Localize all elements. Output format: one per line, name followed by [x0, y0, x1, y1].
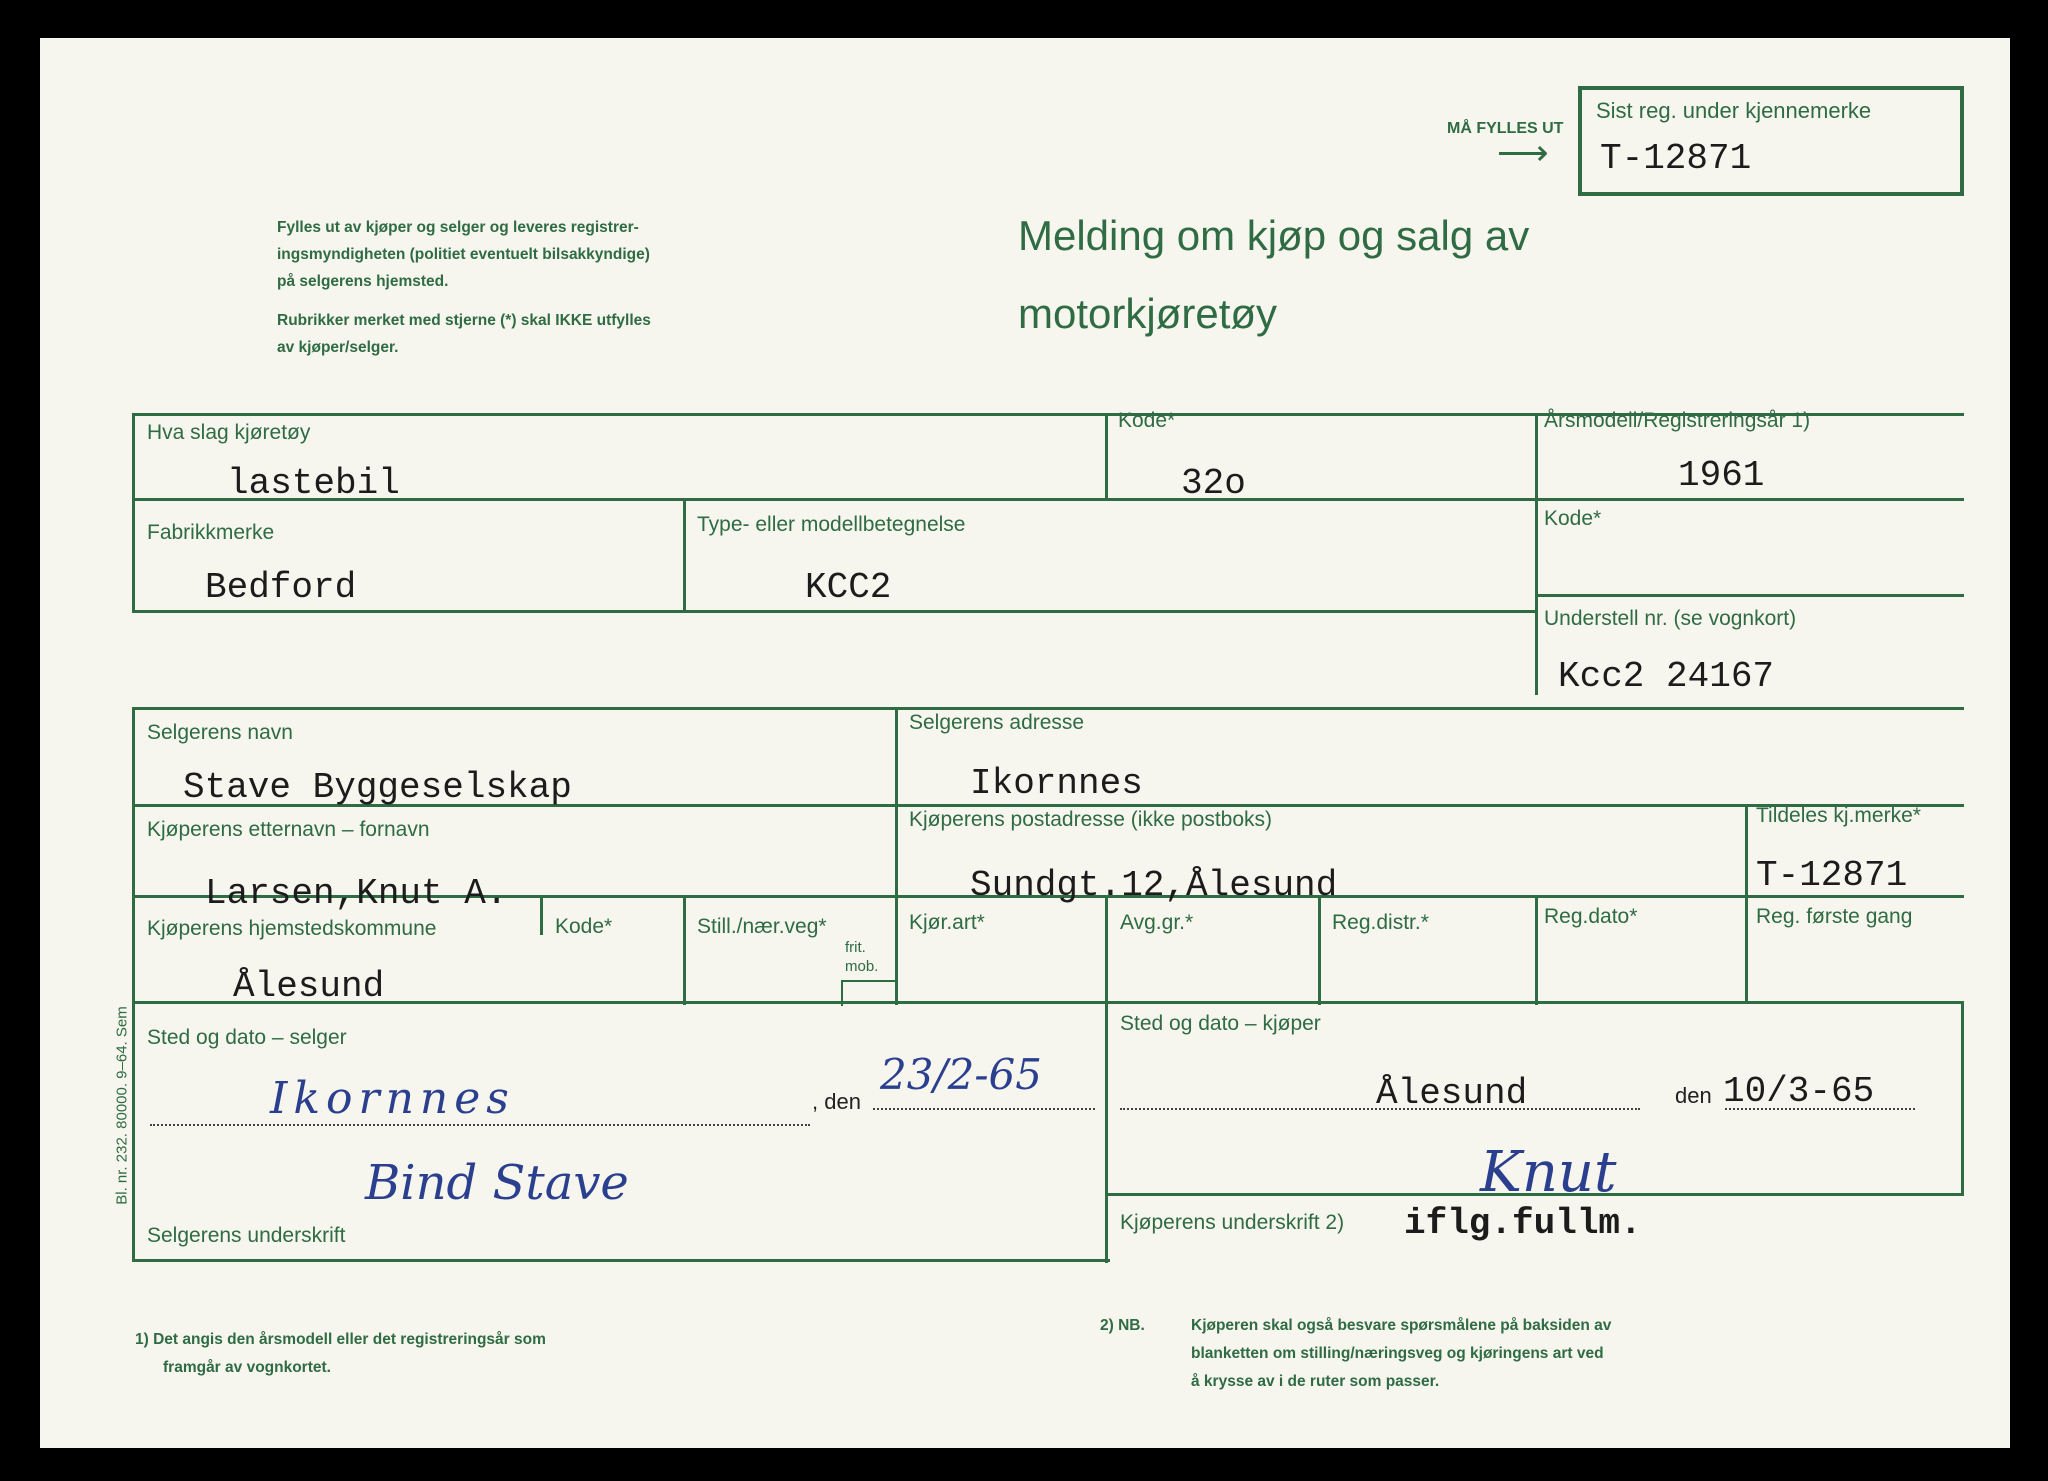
buyer-postal-label: Kjøperens postadresse (ikke postboks): [909, 808, 1272, 831]
seller-date-line: [873, 1108, 1095, 1110]
seller-place-handwritten: Ikornnes: [270, 1073, 515, 1124]
make-label: Fabrikkmerke: [147, 521, 275, 544]
drive-type-label: Kjør.art*: [909, 911, 985, 934]
footnote-2-line-1: Kjøperen skal også besvare spørsmålene på baksiden av: [1191, 1317, 1612, 1334]
seller-name-value: Stave Byggeselskap: [183, 767, 572, 808]
year-label: Årsmodell/Registreringsår 1): [1544, 409, 1811, 432]
code-value: 32o: [1181, 463, 1246, 504]
intro-line-1: Fylles ut av kjøper og selger og leveres registrer-: [277, 219, 639, 236]
footnote-2-line-2: blanketten om stilling/næringsveg og kjøringens art ved: [1191, 1345, 1604, 1362]
buyer-signature-right: [1961, 1001, 1964, 1196]
vehicle-type-value: lastebil: [227, 463, 400, 504]
last-reg-label: Sist reg. under kjennemerke: [1596, 98, 1872, 123]
regdistr-divider: [1318, 895, 1321, 1005]
seller-address-value: Ikornnes: [970, 763, 1143, 804]
buyer-bottom-border: [132, 1001, 1964, 1004]
vehicle-left-border: [132, 413, 135, 613]
year-value: 1961: [1678, 455, 1765, 496]
must-fill-out: MÅ FYLLES UT: [1447, 120, 1564, 137]
occupation-divider: [683, 895, 686, 1005]
buyer-place-value: Ålesund: [1376, 1073, 1528, 1114]
buyer-date-value: 10/3-65: [1723, 1071, 1875, 1112]
seller-place-line: [150, 1124, 810, 1126]
regdate-divider: [1535, 895, 1538, 1005]
buyer-name-label: Kjøperens etternavn – fornavn: [147, 818, 430, 841]
buyer-code-label: Kode*: [555, 915, 613, 938]
seller-signature: Bind Stave: [365, 1155, 629, 1211]
footnote-1-line-2: framgår av vognkortet.: [163, 1359, 331, 1376]
frit-label: frit.: [845, 939, 866, 956]
plate-divider: [1745, 804, 1748, 1004]
municipality-code-divider: [540, 895, 543, 935]
buyer-signature-label: Kjøperens underskrift 2): [1120, 1211, 1345, 1234]
frit-mob-box: [841, 980, 897, 1006]
occupation-label: Still./nær.veg*: [697, 915, 827, 938]
seller-left-border: [132, 707, 135, 1262]
plate-value: T-12871: [1756, 855, 1908, 896]
code-divider: [1105, 413, 1108, 499]
signature-divider: [1105, 1001, 1108, 1263]
address-divider: [895, 707, 898, 1005]
vehicle-type-label: Hva slag kjøretøy: [147, 421, 311, 444]
seller-name-label: Selgerens navn: [147, 721, 293, 744]
buyer-name-value: Larsen,Knut A.: [205, 873, 508, 914]
seller-signature-label: Selgerens underskrift: [147, 1224, 346, 1247]
vehicle-row-divider: [132, 498, 1964, 501]
reg-date-label: Reg.dato*: [1544, 905, 1638, 928]
fee-divider: [1105, 895, 1108, 1005]
model-value: KCC2: [805, 567, 892, 608]
seller-address-label: Selgerens adresse: [909, 711, 1085, 734]
chassis-label: Understell nr. (se vognkort): [1544, 607, 1797, 630]
last-reg-box: [1578, 86, 1964, 196]
make-value: Bedford: [205, 567, 357, 608]
buyer-place-date-label: Sted og dato – kjøper: [1120, 1012, 1321, 1035]
footnote-2-prefix: 2) NB.: [1100, 1317, 1145, 1334]
first-reg-label: Reg. første gang: [1756, 905, 1913, 928]
last-reg-value: T-12871: [1600, 138, 1752, 179]
seller-den-label: , den: [812, 1089, 861, 1114]
chassis-value: Kcc2 24167: [1558, 656, 1775, 697]
intro-line-5: av kjøper/selger.: [277, 339, 399, 356]
plate-label: Tildeles kj.merke*: [1756, 804, 1921, 827]
code-label: Kode*: [1118, 409, 1176, 432]
year-divider: [1535, 413, 1538, 695]
seller-place-date-label: Sted og dato – selger: [147, 1026, 347, 1049]
mob-label: mob.: [845, 958, 879, 975]
municipality-value: Ålesund: [233, 966, 385, 1007]
vehicle-bottom-border: [132, 610, 1538, 613]
form-title-line-2: motorkjøretøy: [1018, 290, 1278, 337]
fee-group-label: Avg.gr.*: [1120, 911, 1194, 934]
buyer-den-label: den: [1675, 1083, 1712, 1108]
arrow-right-icon: ⟶: [1497, 132, 1549, 173]
buyer-place-line: [1120, 1108, 1640, 1110]
municipality-label: Kjøperens hjemstedskommune: [147, 917, 437, 940]
footnote-2-line-3: å krysse av i de ruter som passer.: [1191, 1373, 1440, 1390]
intro-line-4: Rubrikker merket med stjerne (*) skal IKKE utfylles: [277, 312, 651, 329]
model-label: Type- eller modellbetegnelse: [697, 513, 966, 536]
code2-label: Kode*: [1544, 507, 1602, 530]
intro-line-3: på selgerens hjemsted.: [277, 273, 449, 290]
buyer-signature-note: iflg.fullm.: [1404, 1203, 1642, 1244]
chassis-top-border: [1536, 594, 1964, 597]
reg-district-label: Reg.distr.*: [1332, 911, 1429, 934]
buyer-signature: Knut: [1480, 1140, 1617, 1205]
form-title-line-1: Melding om kjøp og salg av: [1018, 212, 1530, 259]
buyer-postal-value: Sundgt.12,Ålesund: [970, 865, 1338, 906]
footnote-1-line-1: 1) Det angis den årsmodell eller det registreringsår som: [135, 1331, 546, 1348]
seller-date-handwritten: 23/2-65: [880, 1050, 1042, 1099]
intro-line-2: ingsmyndigheten (politiet eventuelt bilsakkyndige): [277, 246, 650, 263]
seller-top-border: [132, 707, 1964, 710]
signature-bottom-border: [132, 1259, 1110, 1262]
buyer-date-line: [1725, 1108, 1915, 1110]
form-number-side: Bl. nr. 232. 80000. 9–64. Sem: [113, 1006, 131, 1205]
make-model-divider: [683, 498, 686, 612]
